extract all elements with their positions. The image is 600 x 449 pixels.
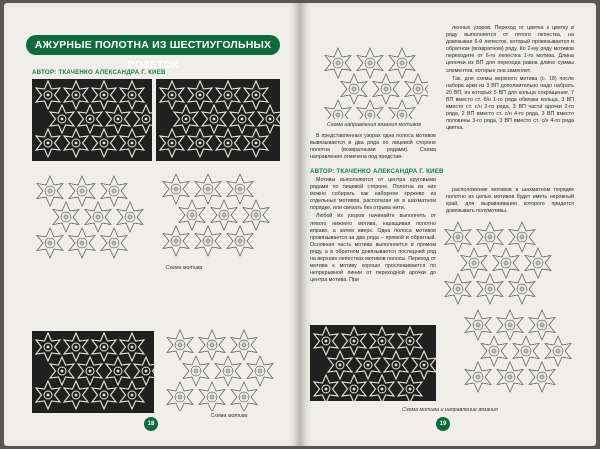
crochet-chart-image bbox=[438, 217, 590, 397]
column-4-text bbox=[446, 187, 574, 216]
lace-pattern-image bbox=[310, 325, 436, 401]
large-crochet-scheme bbox=[438, 217, 590, 397]
col3-paragraph: Так, для схемы верхнего мотива (с. 18) после набора арки из 3 ВП дополнительно надо набрать 20 ВП, из которых 5 ВП для кольца сокращения, 7 ВП вместо ст. б/н 1-го ряда обвязки кольца, 3 ВП вместо ст. с/н 2-го ряда, 3 ВП части арочки 2-го ряда, 2 ВП вместо ст. с/н 4-го ряда, 3 ВП вместо половины 3-го ряда, 3 ВП вместо ст. с/н 4-го ряда цветка. bbox=[446, 75, 574, 132]
lace-photo-2 bbox=[156, 79, 280, 161]
scheme-caption: Схема мотива bbox=[165, 265, 203, 271]
crochet-scheme-3 bbox=[160, 325, 282, 411]
lace-pattern-image bbox=[156, 79, 280, 161]
col3-paragraph: ленных узоров. Переход от цветка к цветку в ряду выполняется от пятого лепестка, на довязывая 6-й лепесток, который провязывается в обратном (возвратном) ряду. Ко 2-му ряду мотивов переходите от 6-го лепестка 1-го мотива. Длина цепочки из ВП для перехода равна длине суммы элементов, которые она заменяет. bbox=[446, 25, 574, 74]
col4-paragraph: расположение мотивов в шахматном порядке полотно из целых мотивов будет иметь неровный край, для выравнивания которого придется довязывать полумотивы. bbox=[446, 187, 574, 215]
left-page bbox=[4, 3, 300, 446]
author-credit: АВТОР: ТКАЧЕНКО АЛЕКСАНДРА Г. КИЕВ bbox=[310, 168, 444, 175]
lace-pattern-image bbox=[32, 331, 154, 413]
lace-photo-1 bbox=[32, 79, 152, 161]
crochet-scheme-2 bbox=[156, 169, 280, 261]
bottom-caption: Схема мотива и направление вязания bbox=[402, 407, 498, 413]
crochet-scheme-1 bbox=[30, 171, 154, 261]
body-paragraph: Любой из узоров начинайте выполнять от левого нижнего мотива, наращивая полотно вправо, а затем вверх. Одна полоса мотивов провязывается за два ряда – прямой и обратный. Основная часть мотива выполняется в прямом ряду, а в обратном довязывается последний ряд на верхних лепестках мотивов полосы. Переход от мотива к мотиву хорошо прослеживается по непрерывной линии от переходной арочки до центра мотива. При bbox=[310, 213, 436, 284]
lace-pattern-image bbox=[32, 79, 152, 161]
lace-photo-3 bbox=[32, 331, 154, 413]
book-spread bbox=[4, 3, 596, 446]
lace-photo-4 bbox=[310, 325, 436, 401]
page-number: 19 bbox=[436, 417, 450, 431]
crochet-chart-image bbox=[318, 43, 428, 119]
author-credit: АВТОР: ТКАЧЕНКО АЛЕКСАНДРА Г. КИЕВ bbox=[32, 69, 166, 76]
crochet-chart-image bbox=[30, 171, 154, 261]
body-paragraph: Мотивы выполняются от центра круговыми рядами по лицевой стороне. Полотна из них можно собирать как наборное кружево из отдельных мотивов, располагая их в шахматном порядке, или связать без отрыва нити. bbox=[310, 177, 436, 212]
crochet-chart-image bbox=[156, 169, 280, 261]
page-number: 18 bbox=[144, 417, 158, 431]
top-caption: Схема направления вязания мотивов bbox=[327, 122, 421, 128]
crochet-chart-image bbox=[160, 325, 282, 411]
direction-scheme bbox=[318, 43, 428, 119]
column-3-text bbox=[446, 25, 574, 133]
body-text bbox=[310, 177, 436, 285]
motif-caption: Схема мотива bbox=[210, 413, 248, 419]
right-page bbox=[300, 3, 596, 446]
intro-paragraph: В представленных узорах одна полоса мотивов вывязывается в два ряда по лицевой стороне полотна (возвратными рядами). Схема направления отмечена под представ- bbox=[310, 133, 436, 161]
intro-text bbox=[310, 133, 436, 162]
page-title: АЖУРНЫЕ ПОЛОТНА ИЗ ШЕСТИУГОЛЬНЫХ РОЗЕТОК bbox=[26, 35, 280, 55]
